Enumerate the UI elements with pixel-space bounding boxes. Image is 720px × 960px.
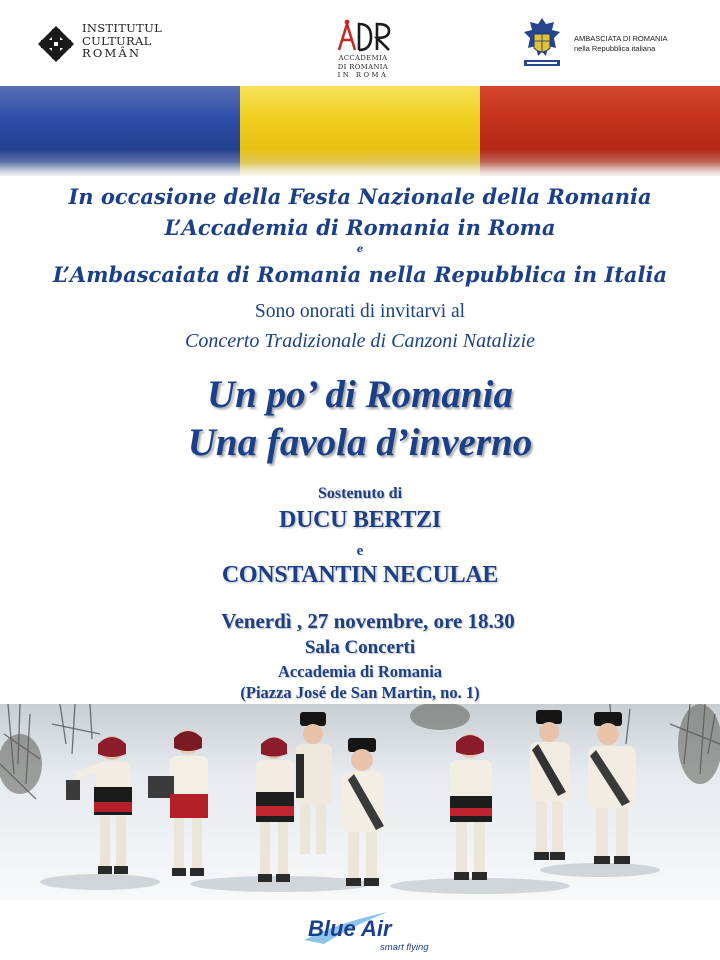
blue-air-wordmark: Blue Air xyxy=(308,916,392,941)
institutul-cultural-roman-logo xyxy=(38,21,163,72)
performers-conjunction: e xyxy=(356,543,364,559)
ambasciata-di-romania-logo xyxy=(518,14,708,76)
event-title-line-2: Una favola d’inverno xyxy=(187,421,533,464)
performers-intro: Sostenuto di xyxy=(317,485,403,502)
event-address: (Piazza José de San Martin, no. 1) xyxy=(240,683,480,702)
performer-ducu-bertzi: DUCU BERTZI xyxy=(279,507,441,533)
event-hall: Sala Concerti xyxy=(304,637,416,658)
icr-wordmark: INSTITUTUL CULTURAL ROMÂN xyxy=(82,21,163,60)
event-title-line-1: Un po’ di Romania xyxy=(207,373,513,416)
accademia-di-romania-logo xyxy=(318,18,408,80)
snow-scene-illustration xyxy=(0,704,720,900)
event-date: Venerdì , 27 novembre, ore 18.30 xyxy=(221,609,515,633)
event-venue: Accademia di Romania xyxy=(277,662,443,681)
concert-line: Concerto Tradizionale di Canzoni Natalizie xyxy=(184,330,536,352)
ambasciata-wordmark: AMBASCIATA DI ROMANIA nella Repubblica italiana xyxy=(574,34,668,53)
blue-air-wing-icon xyxy=(300,906,460,956)
accademia-line: L’Accademia di Romania in Roma xyxy=(164,215,556,240)
ambasciata-line: L’Ambascaiata di Romania nella Repubblica in Italia xyxy=(52,262,668,287)
performer-constantin-neculae: CONSTANTIN NECULAE xyxy=(221,562,499,588)
honored-line: Sono onorati di invitarvi al xyxy=(254,301,466,322)
blue-air-tagline: smart flying xyxy=(380,942,429,953)
adr-monogram-icon xyxy=(333,18,393,52)
occasion-line: In occasione della Festa Nazionale della Romania xyxy=(68,184,652,209)
children-traditional-costume-photo xyxy=(0,704,720,900)
conjunction-e: e xyxy=(356,244,364,255)
icr-cross-icon xyxy=(38,26,74,62)
adr-wordmark: ACCADEMIA DI ROMANIA IN ROMA xyxy=(337,54,389,79)
romanian-coat-of-arms-icon xyxy=(518,14,566,74)
romanian-flag-band xyxy=(0,86,720,176)
flag-fade xyxy=(0,162,720,176)
blue-air-logo xyxy=(300,906,460,956)
